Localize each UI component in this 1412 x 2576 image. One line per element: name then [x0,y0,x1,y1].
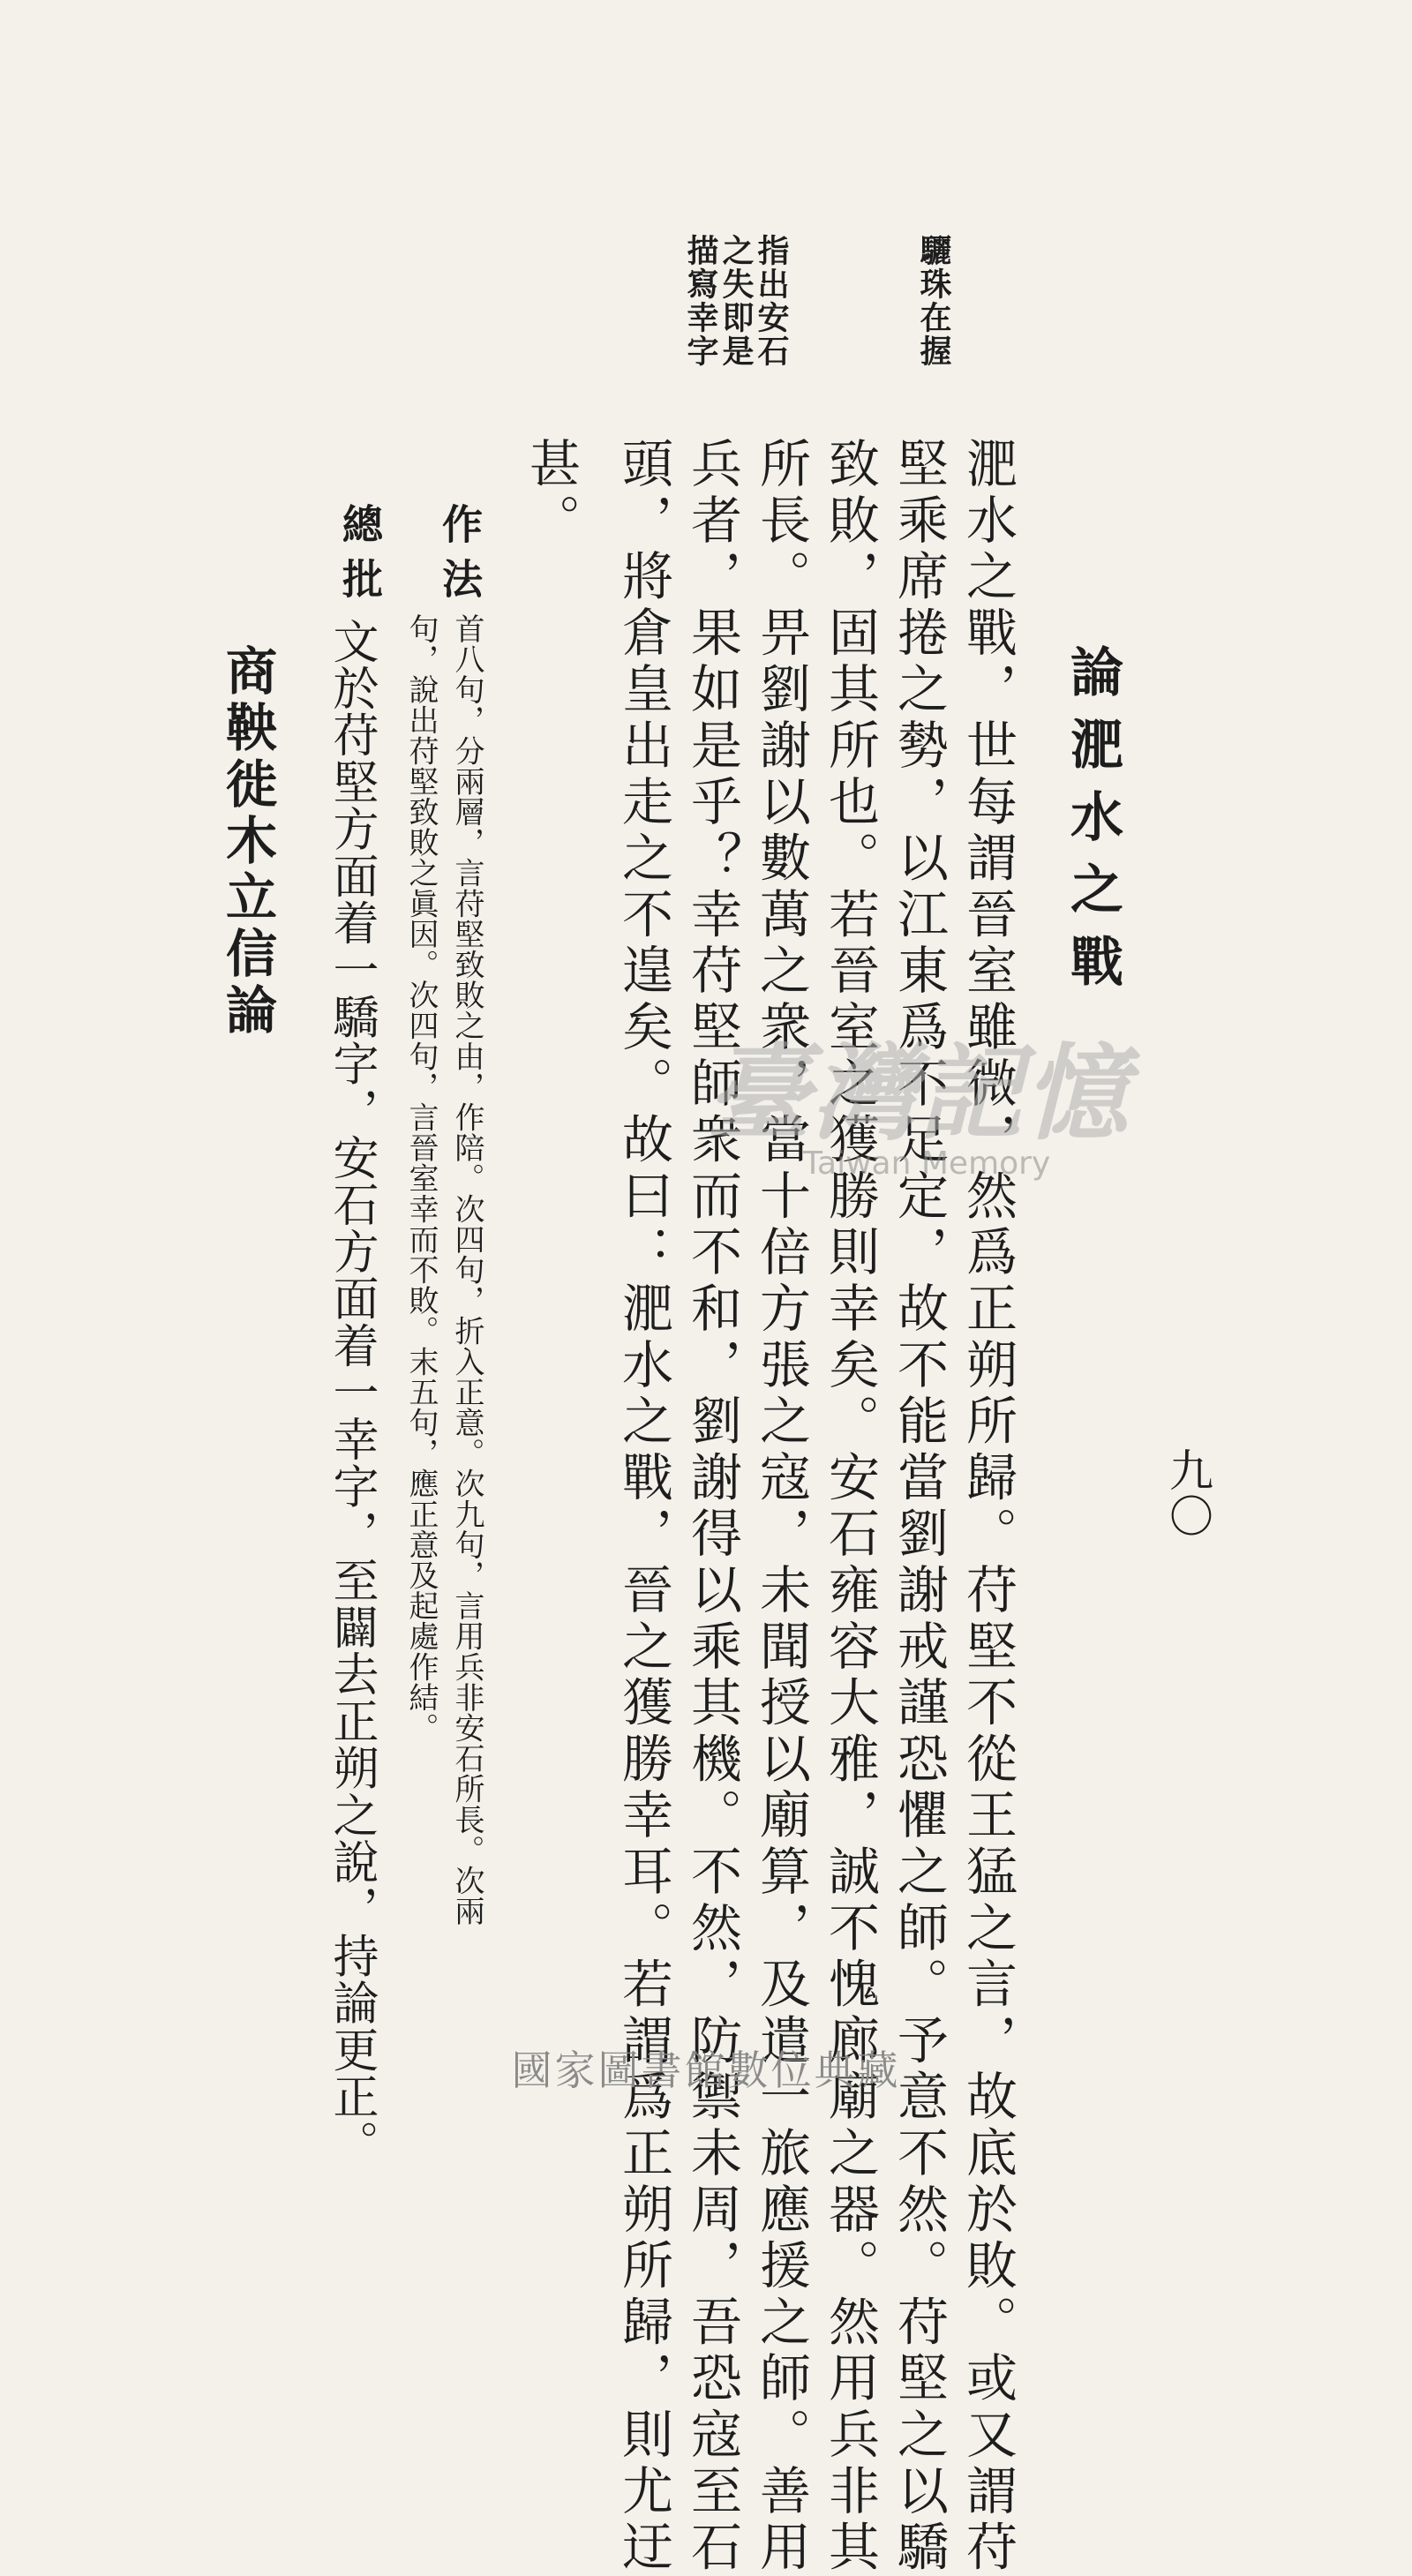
next-essay-title: 商鞅徙木立信論 [217,644,277,1040]
method-line: 句，說出苻堅致敗之眞因。次四句，言晉室幸而不敗。末五句，應正意及起處作結。 [403,613,439,1744]
library-credit: 國家圖書館數位典藏 [511,2047,901,2094]
body-line: 甚。 [521,437,581,550]
method-label: 作法 [436,503,484,612]
essay-title: 論淝水之戰 [1062,644,1123,1006]
margin-note: 之失即是 [717,234,755,368]
body-line: 兵者，果如是乎？幸苻堅師衆而不和，劉謝得以乘其機。不然，防禦未周，吾恐寇至石 [682,437,742,2576]
watermark-chinese: 臺灣記憶 [706,1032,1130,1154]
taiwan-memory-watermark [706,1032,1130,1191]
margin-note: 描寫幸字 [682,234,719,368]
body-line: 堅乘席捲之勢，以江東爲不足定，故不能當劉謝戒謹恐懼之師。予意不然。苻堅之以驕 [889,437,949,2576]
margin-note: 指出安石 [753,234,790,368]
margin-note: 驪珠在握 [915,234,952,368]
method-line: 首八句，分兩層，言苻堅致敗之由，作陪。次四句，折入正意。次九句，言用兵非安石所長。次兩 [449,613,484,1926]
body-line: 淝水之戰，世每謂晉室雖微，然爲正朔所歸。苻堅不從王猛之言，故底於敗。或又謂苻 [958,437,1018,2576]
summary-label: 總批 [336,503,384,612]
body-line: 致敗，固其所也。若晉室之獲勝則幸矣。安石雍容大雅，誠不愧廊廟之器。然用兵非其 [820,437,880,2576]
body-line: 所長。畀劉謝以數萬之衆，當十倍方張之寇，未聞授以廟算，及遣一旅應援之師。善用 [751,437,811,2576]
body-line: 頭，將倉皇出走之不遑矣。故曰：淝水之戰，晉之獲勝幸耳。若謂爲正朔所歸，則尤迂 [613,437,673,2576]
summary-text: 文於苻堅方面着一驕字，安石方面着一幸字，至闢去正朔之說，持論更正。 [325,618,378,2167]
page-number: 九〇 [1162,1447,1213,1539]
watermark-english: Taiwan Memory [803,1145,1051,1182]
